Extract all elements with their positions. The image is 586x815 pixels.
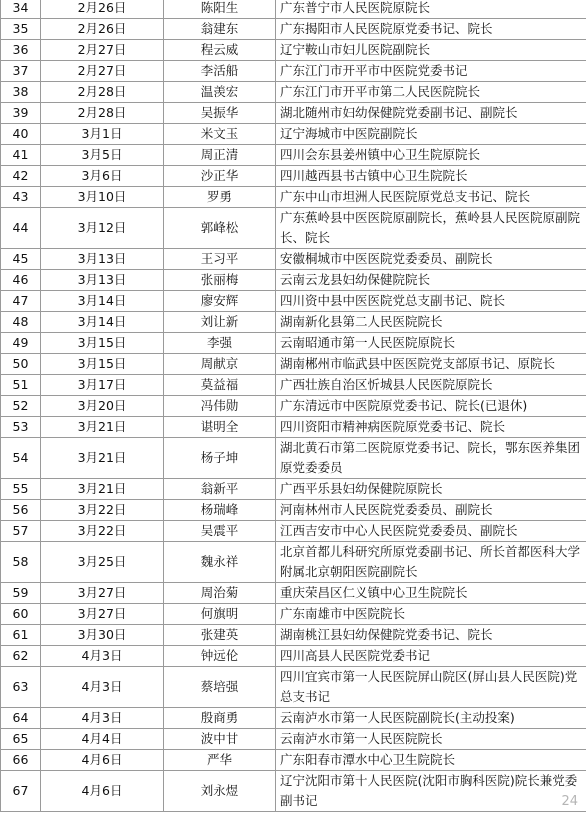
row-organization: 四川会东县姜州镇中心卫生院原院长 xyxy=(276,145,586,166)
row-number: 52 xyxy=(1,396,41,417)
row-number: 58 xyxy=(1,542,41,583)
row-name: 蔡培强 xyxy=(164,667,276,708)
row-date: 3月15日 xyxy=(41,333,164,354)
row-date: 3月22日 xyxy=(41,500,164,521)
row-date: 3月25日 xyxy=(41,542,164,583)
row-organization: 广西平乐县妇幼保健院原院长 xyxy=(276,479,586,500)
row-number: 59 xyxy=(1,583,41,604)
row-number: 55 xyxy=(1,479,41,500)
row-number: 45 xyxy=(1,249,41,270)
row-organization: 广东中山市坦洲人民医院原党总支书记、院长 xyxy=(276,187,586,208)
row-organization: 广东南雄市中医院院长 xyxy=(276,604,586,625)
row-number: 54 xyxy=(1,438,41,479)
row-name: 钟远伦 xyxy=(164,646,276,667)
row-name: 郭峰松 xyxy=(164,208,276,249)
row-number: 46 xyxy=(1,270,41,291)
row-date: 3月10日 xyxy=(41,187,164,208)
row-organization: 云南昭通市第一人民医院原院长 xyxy=(276,333,586,354)
row-number: 57 xyxy=(1,521,41,542)
row-organization: 四川宜宾市第一人民医院屏山院区(屏山县人民医院)党总支书记 xyxy=(276,667,586,708)
table-row xyxy=(1,103,586,124)
row-number: 60 xyxy=(1,604,41,625)
row-date: 2月27日 xyxy=(41,40,164,61)
table-row xyxy=(1,771,586,812)
row-number: 40 xyxy=(1,124,41,145)
row-organization: 四川越西县书古镇中心卫生院院长 xyxy=(276,166,586,187)
row-date: 3月22日 xyxy=(41,521,164,542)
row-organization: 广东江门市开平市第二人民医院院长 xyxy=(276,82,586,103)
table-row xyxy=(1,667,586,708)
row-date: 3月6日 xyxy=(41,166,164,187)
row-date: 4月3日 xyxy=(41,708,164,729)
row-number: 42 xyxy=(1,166,41,187)
row-date: 4月4日 xyxy=(41,729,164,750)
row-date: 2月27日 xyxy=(41,61,164,82)
row-name: 何旗明 xyxy=(164,604,276,625)
row-name: 殷商勇 xyxy=(164,708,276,729)
row-organization: 辽宁沈阳市第十人民医院(沈阳市胸科医院)院长兼党委副书记 xyxy=(276,771,586,812)
table-row xyxy=(1,187,586,208)
row-date: 2月26日 xyxy=(41,0,164,19)
row-date: 3月27日 xyxy=(41,583,164,604)
table-row xyxy=(1,291,586,312)
row-name: 张建英 xyxy=(164,625,276,646)
row-organization: 安徽桐城市中医医院党委委员、副院长 xyxy=(276,249,586,270)
row-organization: 四川高县人民医院党委书记 xyxy=(276,646,586,667)
row-organization: 湖南郴州市临武县中医医院党支部原书记、原院长 xyxy=(276,354,586,375)
row-name: 周正清 xyxy=(164,145,276,166)
row-organization: 云南云龙县妇幼保健院院长 xyxy=(276,270,586,291)
row-number: 41 xyxy=(1,145,41,166)
row-organization: 广东普宁市人民医院原院长 xyxy=(276,0,586,19)
row-name: 李活船 xyxy=(164,61,276,82)
row-number: 62 xyxy=(1,646,41,667)
row-organization: 江西吉安市中心人民医院党委委员、副院长 xyxy=(276,521,586,542)
row-name: 刘永煜 xyxy=(164,771,276,812)
row-date: 3月5日 xyxy=(41,145,164,166)
row-number: 34 xyxy=(1,0,41,19)
row-name: 谌明全 xyxy=(164,417,276,438)
table-row xyxy=(1,583,586,604)
row-date: 3月30日 xyxy=(41,625,164,646)
row-organization: 广东阳春市潭水中心卫生院院长 xyxy=(276,750,586,771)
row-date: 4月3日 xyxy=(41,667,164,708)
row-number: 35 xyxy=(1,19,41,40)
row-date: 3月21日 xyxy=(41,479,164,500)
row-number: 43 xyxy=(1,187,41,208)
row-organization: 辽宁海城市中医院副院长 xyxy=(276,124,586,145)
row-name: 罗勇 xyxy=(164,187,276,208)
table-row xyxy=(1,61,586,82)
row-organization: 四川资中县中医医院党总支副书记、院长 xyxy=(276,291,586,312)
row-number: 49 xyxy=(1,333,41,354)
table-row xyxy=(1,625,586,646)
row-date: 3月17日 xyxy=(41,375,164,396)
row-organization: 广东江门市开平市中医院党委书记 xyxy=(276,61,586,82)
row-number: 44 xyxy=(1,208,41,249)
row-number: 36 xyxy=(1,40,41,61)
row-organization: 湖北黄石市第二医院原党委书记、院长，鄂东医养集团原党委委员 xyxy=(276,438,586,479)
row-name: 米文玉 xyxy=(164,124,276,145)
row-name: 翁建东 xyxy=(164,19,276,40)
row-organization: 湖北随州市妇幼保健院党委副书记、副院长 xyxy=(276,103,586,124)
row-date: 3月13日 xyxy=(41,270,164,291)
row-number: 48 xyxy=(1,312,41,333)
table-body xyxy=(1,0,586,812)
row-date: 2月28日 xyxy=(41,82,164,103)
row-organization: 广东揭阳市人民医院原党委书记、院长 xyxy=(276,19,586,40)
row-date: 3月15日 xyxy=(41,354,164,375)
row-number: 67 xyxy=(1,771,41,812)
table-row xyxy=(1,417,586,438)
row-number: 56 xyxy=(1,500,41,521)
row-date: 3月20日 xyxy=(41,396,164,417)
table-row xyxy=(1,124,586,145)
row-name: 程云威 xyxy=(164,40,276,61)
row-name: 杨子坤 xyxy=(164,438,276,479)
table-row xyxy=(1,19,586,40)
row-organization: 云南泸水市第一人民医院副院长(主动投案) xyxy=(276,708,586,729)
table-row xyxy=(1,82,586,103)
row-name: 李强 xyxy=(164,333,276,354)
table-row xyxy=(1,166,586,187)
table-row xyxy=(1,646,586,667)
row-date: 2月26日 xyxy=(41,19,164,40)
table-row xyxy=(1,438,586,479)
row-name: 廖安辉 xyxy=(164,291,276,312)
row-name: 周治菊 xyxy=(164,583,276,604)
table-row xyxy=(1,729,586,750)
row-organization: 辽宁鞍山市妇儿医院副院长 xyxy=(276,40,586,61)
row-organization: 云南泸水市第一人民医院院长 xyxy=(276,729,586,750)
table-row xyxy=(1,145,586,166)
row-number: 65 xyxy=(1,729,41,750)
row-date: 3月21日 xyxy=(41,438,164,479)
row-name: 吴震平 xyxy=(164,521,276,542)
row-number: 38 xyxy=(1,82,41,103)
row-name: 魏永祥 xyxy=(164,542,276,583)
row-date: 3月27日 xyxy=(41,604,164,625)
table-row xyxy=(1,40,586,61)
table-row xyxy=(1,750,586,771)
row-name: 冯伟勋 xyxy=(164,396,276,417)
row-organization: 重庆荣昌区仁义镇中心卫生院院长 xyxy=(276,583,586,604)
row-number: 37 xyxy=(1,61,41,82)
table-row xyxy=(1,208,586,249)
table-row xyxy=(1,500,586,521)
row-organization: 河南林州市人民医院党委委员、副院长 xyxy=(276,500,586,521)
row-name: 沙正华 xyxy=(164,166,276,187)
table-row xyxy=(1,333,586,354)
row-organization: 广西壮族自治区忻城县人民医院原院长 xyxy=(276,375,586,396)
row-date: 3月13日 xyxy=(41,249,164,270)
table-row xyxy=(1,542,586,583)
row-organization: 湖南桃江县妇幼保健院党委书记、院长 xyxy=(276,625,586,646)
row-name: 陈阳生 xyxy=(164,0,276,19)
table-row xyxy=(1,0,586,19)
table-row xyxy=(1,354,586,375)
row-organization: 广东清远市中医院原党委书记、院长(已退休) xyxy=(276,396,586,417)
row-number: 51 xyxy=(1,375,41,396)
row-number: 64 xyxy=(1,708,41,729)
row-organization: 广东蕉岭县中医医院原副院长，蕉岭县人民医院原副院长、院长 xyxy=(276,208,586,249)
table-row xyxy=(1,396,586,417)
row-name: 吴振华 xyxy=(164,103,276,124)
row-date: 3月1日 xyxy=(41,124,164,145)
row-number: 50 xyxy=(1,354,41,375)
row-name: 莫益福 xyxy=(164,375,276,396)
watermark: 24 xyxy=(561,794,578,809)
row-date: 4月3日 xyxy=(41,646,164,667)
row-date: 3月14日 xyxy=(41,312,164,333)
row-date: 2月28日 xyxy=(41,103,164,124)
table-row xyxy=(1,270,586,291)
row-date: 4月6日 xyxy=(41,750,164,771)
table-row xyxy=(1,375,586,396)
row-number: 47 xyxy=(1,291,41,312)
table-row xyxy=(1,521,586,542)
row-name: 严华 xyxy=(164,750,276,771)
row-date: 4月6日 xyxy=(41,771,164,812)
row-date: 3月21日 xyxy=(41,417,164,438)
row-name: 杨瑞峰 xyxy=(164,500,276,521)
row-date: 3月14日 xyxy=(41,291,164,312)
row-organization: 北京首都儿科研究所原党委副书记、所长首都医科大学附属北京朝阳医院副院长 xyxy=(276,542,586,583)
row-name: 温羡宏 xyxy=(164,82,276,103)
table-row xyxy=(1,604,586,625)
row-name: 周献京 xyxy=(164,354,276,375)
row-organization: 四川资阳市精神病医院原党委书记、院长 xyxy=(276,417,586,438)
table-row xyxy=(1,708,586,729)
table-row xyxy=(1,479,586,500)
row-number: 66 xyxy=(1,750,41,771)
row-number: 63 xyxy=(1,667,41,708)
row-name: 刘让新 xyxy=(164,312,276,333)
row-name: 翁新平 xyxy=(164,479,276,500)
row-date: 3月12日 xyxy=(41,208,164,249)
row-number: 61 xyxy=(1,625,41,646)
row-name: 王习平 xyxy=(164,249,276,270)
table-row xyxy=(1,249,586,270)
row-name: 张丽梅 xyxy=(164,270,276,291)
row-number: 39 xyxy=(1,103,41,124)
row-organization: 湖南新化县第二人民医院院长 xyxy=(276,312,586,333)
row-name: 波中甘 xyxy=(164,729,276,750)
table-row xyxy=(1,312,586,333)
row-number: 53 xyxy=(1,417,41,438)
